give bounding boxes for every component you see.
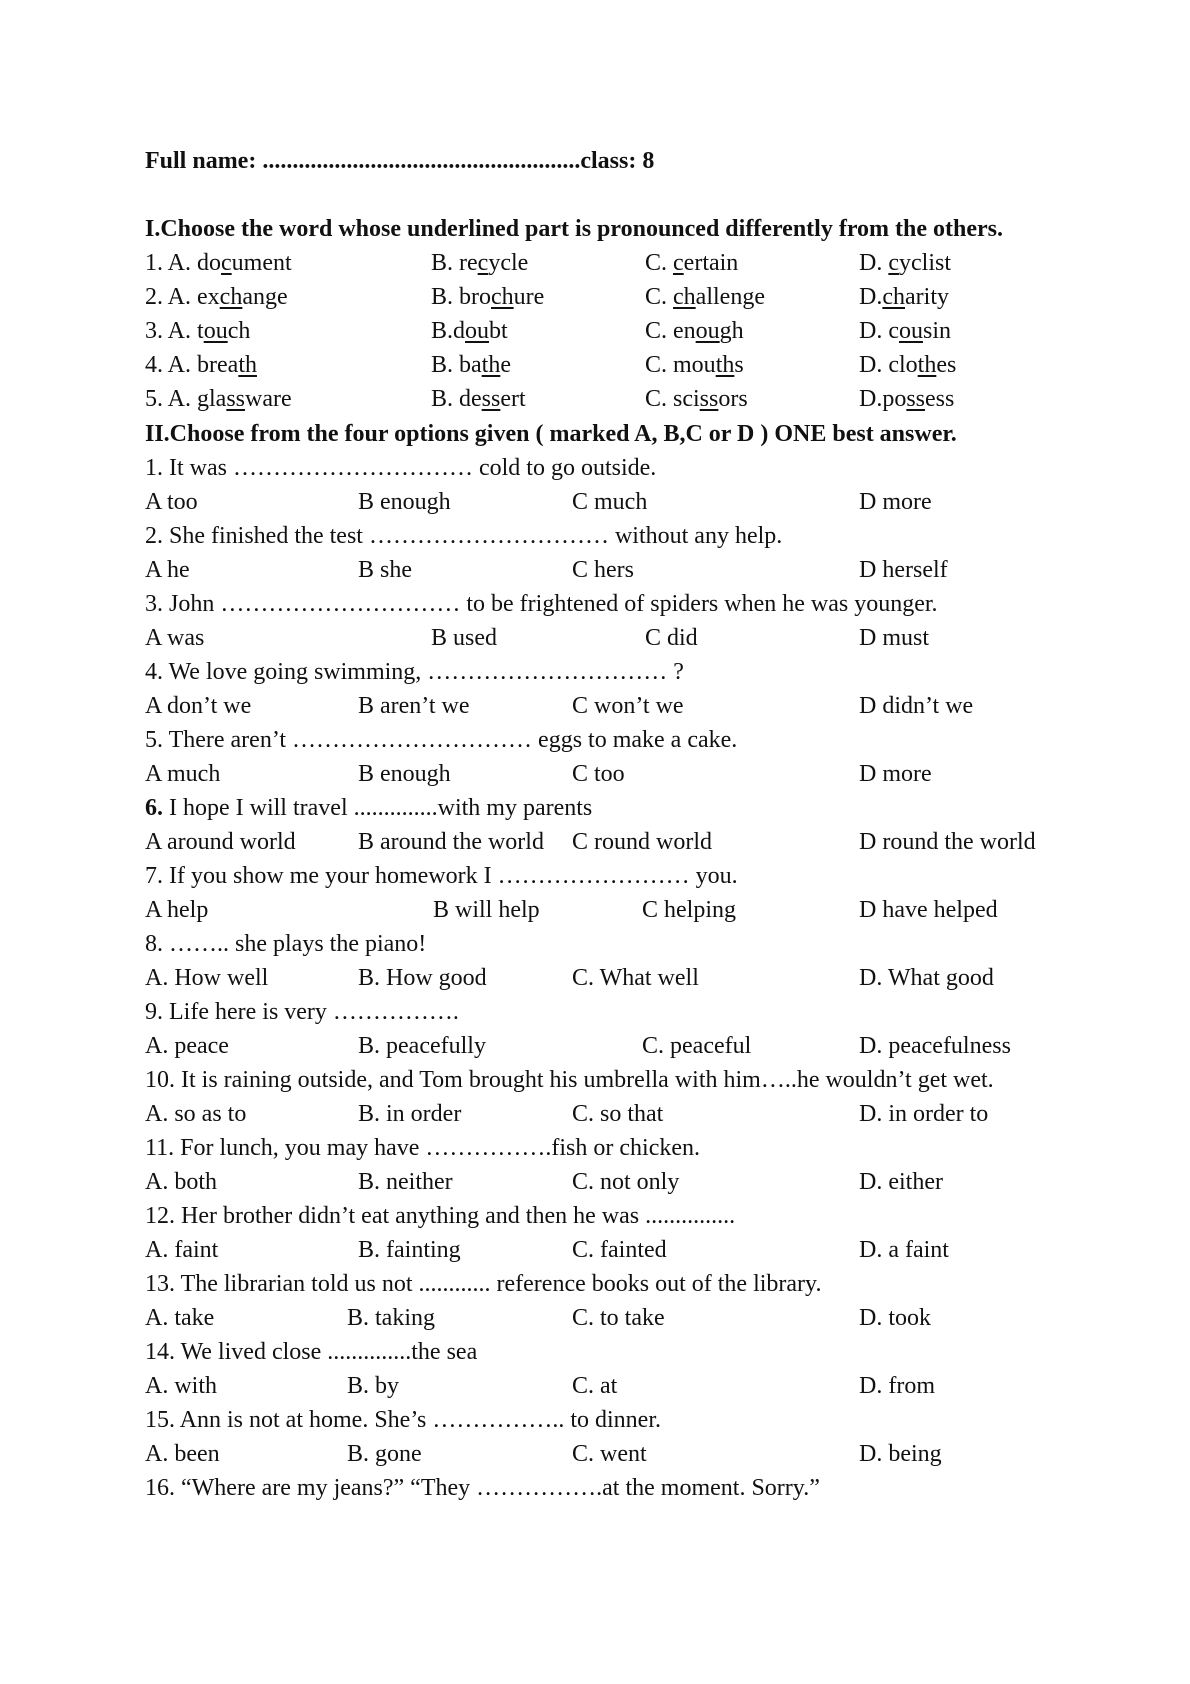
- question-stem-8: [145, 929, 426, 959]
- answer-option-a[interactable]: A. How well: [145, 965, 269, 991]
- answer-option-c[interactable]: C helping: [642, 897, 736, 923]
- option-text: s: [734, 352, 744, 378]
- answer-option-c[interactable]: [645, 316, 744, 346]
- question-text: 16. “Where are my jeans?” “They …………….at the moment. Sorry.”: [145, 1475, 820, 1501]
- answer-option-a[interactable]: [145, 350, 257, 380]
- underlined-sound: c: [673, 250, 684, 276]
- question-text: 12. Her brother didn’t eat anything and then he was ...............: [145, 1203, 736, 1229]
- question-options-11: [145, 1167, 1045, 1197]
- underlined-sound: ss: [699, 386, 719, 412]
- pronunciation-question-4: [145, 350, 1045, 380]
- section-2-title: II.Choose from the four options given ( marked A, B,C or D ) ONE best answer.: [145, 421, 957, 447]
- underlined-sound: ou: [465, 318, 490, 344]
- question-text: 8. …….. she plays the piano!: [145, 931, 427, 957]
- underlined-sound: ss: [906, 386, 926, 412]
- question-text: 11. For lunch, you may have …………….fish or chicken.: [145, 1135, 701, 1161]
- answer-option-c[interactable]: C much: [572, 489, 648, 515]
- answer-option-a[interactable]: A. faint: [145, 1237, 219, 1263]
- answer-option-b[interactable]: B will help: [433, 897, 540, 923]
- answer-option-a[interactable]: [145, 316, 250, 346]
- underlined-sound: c: [477, 250, 489, 276]
- question-options-7: [145, 895, 1045, 925]
- answer-option-a[interactable]: A. so as to: [145, 1101, 247, 1127]
- option-text: allenge: [695, 284, 765, 310]
- answer-option-d[interactable]: D didn’t we: [859, 693, 974, 719]
- question-stem-4: [145, 657, 684, 687]
- option-text: 4. A. brea: [145, 352, 239, 378]
- option-text: C. sci: [645, 386, 700, 412]
- option-text: ert: [500, 386, 526, 412]
- question-stem-16: [145, 1473, 820, 1503]
- answer-option-b[interactable]: B. fainting: [358, 1237, 461, 1263]
- answer-option-b[interactable]: B. taking: [347, 1305, 435, 1331]
- option-text: ors: [718, 386, 748, 412]
- option-text: es: [936, 352, 957, 378]
- option-text: B. re: [431, 250, 478, 276]
- option-text: B.d: [431, 318, 466, 344]
- section-1-title: I.Choose the word whose underlined part is pronounced differently from the others.: [145, 216, 1004, 242]
- underlined-sound: ch: [219, 284, 243, 310]
- pronunciation-question-2: [145, 282, 1045, 312]
- underlined-sound: th: [917, 352, 937, 378]
- option-text: D. c: [859, 318, 899, 344]
- question-text: 3. John ………………………… to be frightened of spiders when he was younger.: [145, 591, 938, 617]
- answer-option-a[interactable]: A much: [145, 761, 221, 787]
- option-text: e: [500, 352, 511, 378]
- answer-option-b[interactable]: B. How good: [358, 965, 487, 991]
- answer-option-b[interactable]: [431, 384, 526, 414]
- question-stem-1: [145, 453, 656, 483]
- answer-option-c[interactable]: [645, 248, 738, 278]
- answer-option-a[interactable]: [145, 248, 292, 278]
- answer-option-d[interactable]: [859, 316, 951, 346]
- question-text: 13. The librarian told us not ............ reference books out of the library.: [145, 1271, 822, 1297]
- answer-option-c[interactable]: C hers: [572, 557, 634, 583]
- option-text: 3. A. t: [145, 318, 204, 344]
- option-text: ange: [242, 284, 288, 310]
- answer-option-b[interactable]: B enough: [358, 489, 451, 515]
- underlined-sound: ou: [898, 318, 923, 344]
- answer-option-d[interactable]: [859, 248, 951, 278]
- question-text: I hope I will travel ..............with my parents: [163, 795, 593, 821]
- question-number: 6.: [145, 795, 163, 821]
- question-stem-11: [145, 1133, 700, 1163]
- question-text: 15. Ann is not at home. She’s …………….. to dinner.: [145, 1407, 661, 1433]
- underlined-sound: ch: [882, 284, 905, 310]
- answer-option-d[interactable]: D. a faint: [859, 1237, 949, 1263]
- answer-option-d[interactable]: D. What good: [859, 965, 994, 991]
- option-text: ess: [925, 386, 955, 412]
- option-text: ware: [245, 386, 292, 412]
- question-options-9: [145, 1031, 1045, 1061]
- question-text: 9. Life here is very …………….: [145, 999, 459, 1025]
- underlined-sound: th: [481, 352, 501, 378]
- question-stem-3: [145, 589, 938, 619]
- answer-option-c[interactable]: C. What well: [572, 965, 699, 991]
- option-text: yclist: [899, 250, 951, 276]
- answer-option-c[interactable]: C did: [645, 625, 698, 651]
- question-stem-6: [145, 793, 592, 823]
- question-text: 4. We love going swimming, ………………………… ?: [145, 659, 684, 685]
- underlined-sound: th: [238, 352, 257, 378]
- answer-option-d[interactable]: D herself: [859, 557, 948, 583]
- answer-option-a[interactable]: A. both: [145, 1169, 217, 1195]
- option-text: C. mou: [645, 352, 716, 378]
- underlined-sound: ss: [481, 386, 501, 412]
- option-text: B. de: [431, 386, 482, 412]
- option-text: D.po: [859, 386, 907, 412]
- answer-option-c[interactable]: [645, 350, 744, 380]
- answer-option-c[interactable]: C. went: [572, 1441, 647, 1467]
- answer-option-c[interactable]: C. not only: [572, 1169, 680, 1195]
- option-text: bt: [489, 318, 508, 344]
- question-stem-7: [145, 861, 738, 891]
- answer-option-a[interactable]: A. with: [145, 1373, 217, 1399]
- answer-option-d[interactable]: D must: [859, 625, 930, 651]
- answer-option-a[interactable]: A was: [145, 625, 205, 651]
- option-text: 5. A. gla: [145, 386, 227, 412]
- answer-option-d[interactable]: D. either: [859, 1169, 943, 1195]
- answer-option-b[interactable]: B used: [431, 625, 497, 651]
- question-stem-2: [145, 521, 782, 551]
- option-text: ertain: [683, 250, 739, 276]
- answer-option-c[interactable]: C. so that: [572, 1101, 664, 1127]
- option-text: 2. A. ex: [145, 284, 220, 310]
- answer-option-a[interactable]: A. been: [145, 1441, 220, 1467]
- answer-option-b[interactable]: B. peacefully: [358, 1033, 486, 1059]
- answer-option-b[interactable]: B she: [358, 557, 412, 583]
- answer-option-c[interactable]: C. peaceful: [642, 1033, 752, 1059]
- question-text: 14. We lived close ..............the sea: [145, 1339, 478, 1365]
- full-name-label: Full name: .....................................................: [145, 148, 581, 174]
- question-options-6: [145, 827, 1045, 857]
- answer-option-d[interactable]: D more: [859, 489, 932, 515]
- option-text: C.: [645, 250, 674, 276]
- option-text: ure: [513, 284, 545, 310]
- pronunciation-question-5: [145, 384, 1045, 414]
- option-text: ument: [231, 250, 292, 276]
- answer-option-a[interactable]: A. peace: [145, 1033, 229, 1059]
- option-text: 1. A. do: [145, 250, 222, 276]
- question-options-12: [145, 1235, 1045, 1265]
- answer-option-c[interactable]: C. fainted: [572, 1237, 667, 1263]
- question-text: 5. There aren’t ………………………… eggs to make a cake.: [145, 727, 738, 753]
- answer-option-d[interactable]: D more: [859, 761, 932, 787]
- underlined-sound: ch: [673, 284, 696, 310]
- answer-option-a[interactable]: A don’t we: [145, 693, 252, 719]
- underlined-sound: ou: [695, 318, 720, 344]
- question-stem-10: [145, 1065, 994, 1095]
- answer-option-b[interactable]: B. in order: [358, 1101, 462, 1127]
- answer-option-c[interactable]: C. at: [572, 1373, 618, 1399]
- answer-option-d[interactable]: D round the world: [859, 829, 1036, 855]
- question-options-2: [145, 555, 1045, 585]
- question-stem-15: [145, 1405, 661, 1435]
- question-options-15: [145, 1439, 1045, 1469]
- question-stem-13: [145, 1269, 822, 1299]
- answer-option-b[interactable]: [431, 316, 508, 346]
- question-stem-14: [145, 1337, 477, 1367]
- answer-option-b[interactable]: B. by: [347, 1373, 400, 1399]
- question-options-3: [145, 623, 1045, 653]
- option-text: B. ba: [431, 352, 482, 378]
- answer-option-b[interactable]: [431, 282, 544, 312]
- answer-option-a[interactable]: A help: [145, 897, 209, 923]
- answer-option-d[interactable]: D. in order to: [859, 1101, 989, 1127]
- answer-option-c[interactable]: [645, 384, 748, 414]
- answer-option-d[interactable]: D. being: [859, 1441, 942, 1467]
- question-options-1: [145, 487, 1045, 517]
- option-text: C. en: [645, 318, 696, 344]
- option-text: D. clo: [859, 352, 918, 378]
- answer-option-d[interactable]: [859, 282, 949, 312]
- question-options-4: [145, 691, 1045, 721]
- option-text: sin: [922, 318, 951, 344]
- question-stem-12: [145, 1201, 735, 1231]
- answer-option-b[interactable]: B aren’t we: [358, 693, 470, 719]
- answer-option-a[interactable]: A he: [145, 557, 190, 583]
- question-stem-9: [145, 997, 459, 1027]
- question-text: 2. She finished the test ………………………… without any help.: [145, 523, 783, 549]
- option-text: arity: [905, 284, 949, 310]
- question-text: 7. If you show me your homework I …………………… you.: [145, 863, 738, 889]
- student-header: [145, 146, 654, 176]
- answer-option-c[interactable]: C round world: [572, 829, 712, 855]
- pronunciation-question-3: [145, 316, 1045, 346]
- answer-option-d[interactable]: [859, 350, 956, 380]
- answer-option-d[interactable]: D. took: [859, 1305, 931, 1331]
- answer-option-d[interactable]: D have helped: [859, 897, 998, 923]
- question-text: 1. It was ………………………… cold to go outside.: [145, 455, 657, 481]
- answer-option-b[interactable]: B. neither: [358, 1169, 453, 1195]
- option-text: ycle: [488, 250, 529, 276]
- option-text: ch: [227, 318, 251, 344]
- option-text: gh: [719, 318, 744, 344]
- answer-option-d[interactable]: [859, 384, 954, 414]
- underlined-sound: ss: [226, 386, 246, 412]
- answer-option-c[interactable]: C won’t we: [572, 693, 684, 719]
- option-text: D.: [859, 250, 889, 276]
- question-options-14: [145, 1371, 1045, 1401]
- question-options-5: [145, 759, 1045, 789]
- option-text: D.: [859, 284, 883, 310]
- answer-option-c[interactable]: C. to take: [572, 1305, 665, 1331]
- answer-option-b[interactable]: B around the world: [358, 829, 544, 855]
- answer-option-a[interactable]: [145, 282, 288, 312]
- question-options-13: [145, 1303, 1045, 1333]
- answer-option-c[interactable]: [645, 282, 765, 312]
- answer-option-a[interactable]: A too: [145, 489, 198, 515]
- answer-option-b[interactable]: [431, 350, 511, 380]
- option-text: C.: [645, 284, 674, 310]
- underlined-sound: ch: [491, 284, 514, 310]
- answer-option-a[interactable]: A. take: [145, 1305, 215, 1331]
- answer-option-b[interactable]: B. gone: [347, 1441, 422, 1467]
- answer-option-b[interactable]: [431, 248, 528, 278]
- option-text: B. bro: [431, 284, 491, 310]
- underlined-sound: c: [888, 250, 899, 276]
- question-stem-5: [145, 725, 737, 755]
- underlined-sound: ou: [203, 318, 228, 344]
- pronunciation-question-1: [145, 248, 1045, 278]
- answer-option-a[interactable]: A around world: [145, 829, 296, 855]
- question-text: 10. It is raining outside, and Tom brought his umbrella with him…..he wouldn’t get wet.: [145, 1067, 994, 1093]
- answer-option-d[interactable]: D. from: [859, 1373, 935, 1399]
- answer-option-b[interactable]: B enough: [358, 761, 451, 787]
- answer-option-c[interactable]: C too: [572, 761, 625, 787]
- answer-option-a[interactable]: [145, 384, 292, 414]
- class-label: class: 8: [580, 148, 655, 174]
- underlined-sound: c: [221, 250, 232, 276]
- question-options-10: [145, 1099, 1045, 1129]
- answer-option-d[interactable]: D. peacefulness: [859, 1033, 1011, 1059]
- question-options-8: [145, 963, 1045, 993]
- underlined-sound: th: [715, 352, 735, 378]
